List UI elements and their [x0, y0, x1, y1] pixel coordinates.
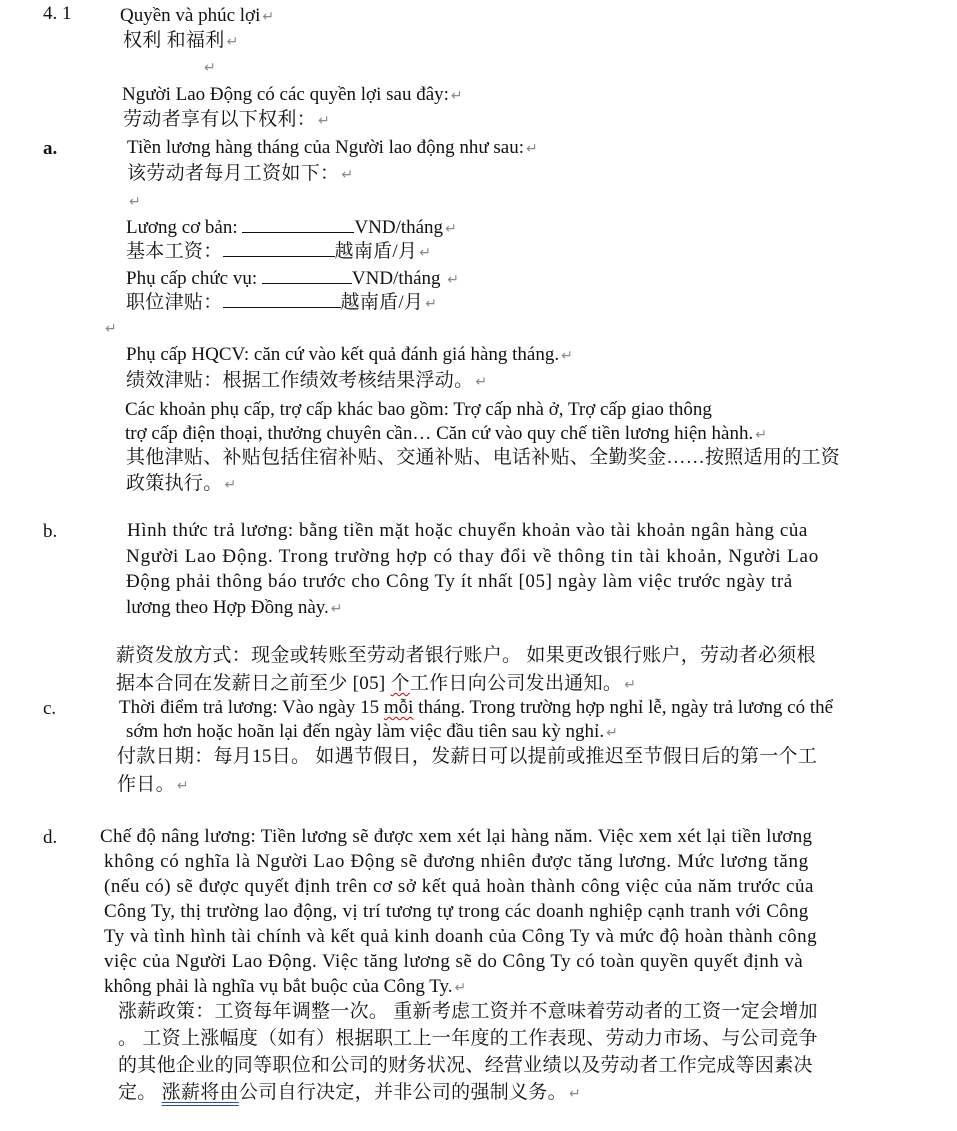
other-allowance-zh-1: 其他津贴、补贴包括住宿补贴、交通补贴、电话补贴、全勤奖金……按照适用的工资	[126, 447, 841, 468]
base-salary-vi: Lương cơ bản: VND/tháng ↵	[126, 217, 457, 238]
other-allowance-zh-2: 政策执行。 ↵	[126, 473, 237, 494]
item-b-marker: b.	[43, 521, 58, 542]
item-d-zh-1: 涨薪政策：工资每年调整一次。 重新考虑工资并不意味着劳动者的工资一定会增加	[118, 1001, 818, 1022]
other-allowance-vi-2: trợ cấp điện thoại, thưởng chuyên cần… Căn cứ vào quy chế tiền lương hiện hành. ↵	[125, 423, 767, 444]
base-salary-blank[interactable]	[242, 218, 354, 233]
position-allowance-vi: Phụ cấp chức vụ: VND/tháng ↵	[126, 268, 460, 289]
item-d-vi-3: (nếu có) sẽ được quyết định trên cơ sở kết quả hoàn thành công việc của năm trước của	[104, 876, 815, 897]
item-d-zh-4: 定。 涨薪将由公司自行决定，并非公司的强制义务。 ↵	[118, 1082, 581, 1103]
item-a-salary-zh: 该劳动者每月工资如下： ↵	[127, 163, 354, 184]
item-d-vi-1: Chế độ nâng lương: Tiền lương sẽ được xem xét lại hàng năm. Việc xem xét lại tiền lương	[100, 826, 813, 847]
item-b-vi-1: Hình thức trả lương: bằng tiền mặt hoặc chuyển khoản vào tài khoản ngân hàng của	[127, 520, 808, 541]
item-b-vi-2: Người Lao Động. Trong trường hợp có thay đổi về thông tin tài khoản, Người Lao	[126, 546, 820, 567]
item-b-vi-4: lương theo Hợp Đồng này. ↵	[126, 597, 343, 618]
item-b-vi-3: Động phải thông báo trước cho Công Ty ít nhất [05] ngày làm việc trước ngày trả	[126, 571, 793, 592]
base-salary-zh: 基本工资： 越南盾/月 ↵	[126, 241, 432, 262]
item-d-vi-5: Ty và tình hình tài chính và kết quả kinh doanh của Công Ty và mức độ hoàn thành công	[104, 926, 818, 947]
hqcv-vi: Phụ cấp HQCV: căn cứ vào kết quả đánh giá hàng tháng. ↵	[126, 344, 573, 365]
section-title-vi: Quyền và phúc lợi ↵	[120, 5, 275, 26]
base-salary-zh-blank[interactable]	[223, 242, 335, 257]
item-d-zh-3: 的其他企业的同等职位和公司的财务状况、经营业绩以及劳动者工作完成等因素决	[118, 1055, 813, 1076]
empty-paragraph: ↵	[204, 60, 216, 76]
item-c-zh-1: 付款日期：每月15日。 如遇节假日，发薪日可以提前或推迟至节假日后的第一个工	[117, 746, 818, 767]
hqcv-zh: 绩效津贴：根据工作绩效考核结果浮动。 ↵	[126, 370, 488, 391]
item-d-vi-7: không phải là nghĩa vụ bắt buộc của Công Ty. ↵	[104, 976, 467, 997]
item-c-marker: c.	[43, 698, 57, 719]
item-b-zh-1: 薪资发放方式：现金或转账至劳动者银行账户。 如果更改银行账户，劳动者必须根	[116, 645, 816, 666]
revision-underline: 涨薪将由	[161, 1082, 239, 1103]
empty-paragraph: ↵	[105, 321, 117, 337]
item-a-marker: a.	[43, 138, 58, 159]
item-c-zh-2: 作日。 ↵	[117, 774, 189, 795]
item-d-vi-4: Công Ty, thị trường lao động, vị trí tương tự trong các doanh nghiệp cạnh tranh với Công	[104, 901, 809, 922]
item-d-zh-2: 。 工资上涨幅度（如有）根据职工上一年度的工作表现、劳动力市场、与公司竞争	[118, 1028, 818, 1049]
position-allowance-zh: 职位津贴： 越南盾/月 ↵	[126, 292, 438, 313]
item-c-vi-2: sớm hơn hoặc hoãn lại đến ngày làm việc đầu tiên sau kỳ nghỉ. ↵	[126, 721, 618, 742]
intro-zh: 劳动者享有以下权利： ↵	[123, 109, 331, 130]
position-allowance-blank[interactable]	[262, 269, 352, 284]
empty-paragraph: ↵	[129, 194, 141, 210]
intro-vi: Người Lao Động có các quyền lợi sau đây: ↵	[122, 84, 463, 105]
item-d-marker: d.	[43, 827, 58, 848]
item-d-vi-6: việc của Người Lao Động. Việc tăng lương sẽ do Công Ty có toàn quyền quyết định và	[104, 951, 804, 972]
item-a-salary-vi: Tiền lương hàng tháng của Người lao động như sau: ↵	[127, 137, 538, 158]
item-d-vi-2: không có nghĩa là Người Lao Động sẽ đương nhiên được tăng lương. Mức lương tăng	[104, 851, 809, 872]
section-number: 4. 1	[43, 3, 72, 24]
other-allowance-vi-1: Các khoản phụ cấp, trợ cấp khác bao gồm: Trợ cấp nhà ở, Trợ cấp giao thông	[125, 399, 712, 420]
section-title-zh: 权利 和福利 ↵	[123, 30, 239, 51]
item-b-zh-2: 据本合同在发薪日之前至少 [05] 个工作日向公司发出通知。 ↵	[116, 673, 637, 694]
position-allowance-zh-blank[interactable]	[223, 293, 341, 308]
item-c-vi-1: Thời điểm trả lương: Vào ngày 15 mỗi tháng. Trong trường hợp nghỉ lễ, ngày trả lương có thể	[119, 697, 834, 718]
